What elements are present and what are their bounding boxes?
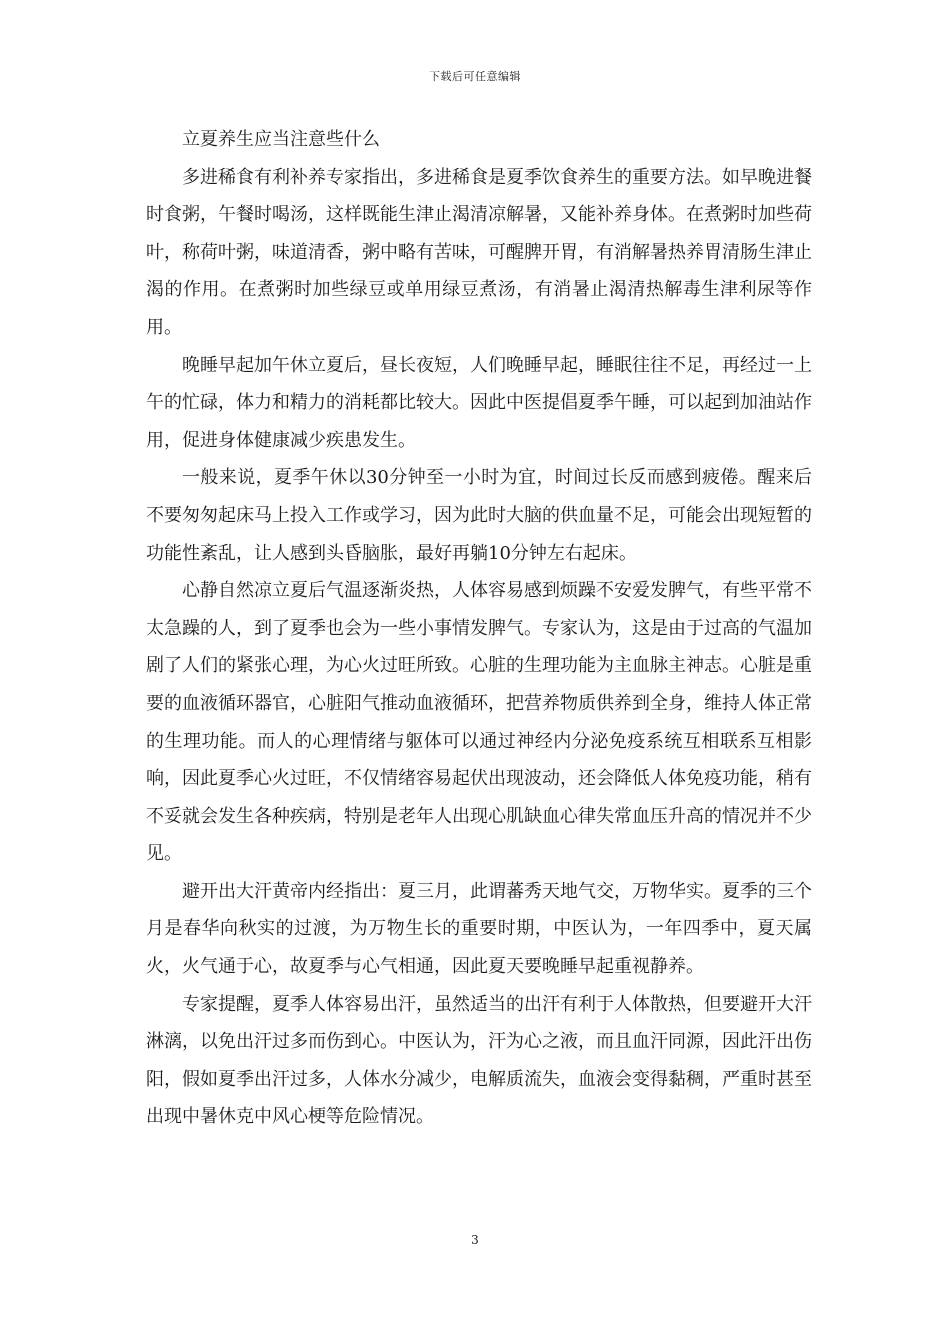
document-title: 立夏养生应当注意些什么 <box>182 129 380 150</box>
paragraph-avoid-sweat: 避开出大汗黄帝内经指出：夏三月，此谓蕃秀天地气交，万物华实。夏季的三个月是春华向秋实的过渡，为万物生长的重要时期，中医认为，一年四季中，夏天属火，火气通于心，故夏季与心气相通，因此夏天要晚睡早起重视静养。 <box>146 880 812 978</box>
paragraph-nap: 晚睡早起加午休立夏后，昼长夜短，人们晚睡早起，睡眠往往不足，再经过一上午的忙碌，体力和精力的消耗都比较大。因此中医提倡夏季午睡，可以起到加油站作用，促进身体健康减少疾患发生。 <box>146 354 812 451</box>
paragraph-porridge: 多进稀食有利补养专家指出，多进稀食是夏季饮食养生的重要方法。如早晚进餐时食粥，午餐时喝汤，这样既能生津止渴清凉解暑，又能补养身体。在煮粥时加些荷叶，称荷叶粥，味道清香，粥中略有苦味，可醒脾开胃，有消解暑热养胃清肠生津止渴的作用。在煮粥时加些绿豆或单用绿豆煮汤，有消暑止渴清热解毒生津利尿等作用。 <box>146 166 812 338</box>
paragraph-expert-advice: 专家提醒，夏季人体容易出汗，虽然适当的出汗有利于人体散热，但要避开大汗淋漓，以免出汗过多而伤到心。中医认为，汗为心之液，而且血汗同源，因此汗出伤阳，假如夏季出汗过多，人体水分减少，电解质流失，血液会变得黏稠，严重时甚至出现中暑休克中风心梗等危险情况。 <box>146 993 812 1128</box>
paragraph-nap-duration: 一般来说，夏季午休以30分钟至一小时为宜，时间过长反而感到疲倦。醒来后不要匆匆起床马上投入工作或学习，因为此时大脑的供血量不足，可能会出现短暂的功能性紊乱，让人感到头昏脑胀，最好再躺10分钟左右起床。 <box>146 467 812 564</box>
page-number: 3 <box>471 1233 479 1247</box>
page-header: 下载后可任意编辑 <box>429 70 521 83</box>
document-body <box>146 121 812 1136</box>
paragraph-calm-mind: 心静自然凉立夏后气温逐渐炎热，人体容易感到烦躁不安爱发脾气，有些平常不太急躁的人，到了夏季也会为一些小事情发脾气。专家认为，这是由于过高的气温加剧了人们的紧张心理，为心火过旺所致。心脏的生理功能为主血脉主神志。心脏是重要的血液循环器官，心脏阳气推动血液循环，把营养物质供养到全身，维持人体正常的生理功能。而人的心理情绪与躯体可以通过神经内分泌免疫系统互相联系互相影响，因此夏季心火过旺，不仅情绪容易起伏出现波动，还会降低人体免疫功能，稍有不妥就会发生各种疾病，特别是老年人出现心肌缺血心律失常血压升高的情况并不少见。 <box>146 580 812 865</box>
